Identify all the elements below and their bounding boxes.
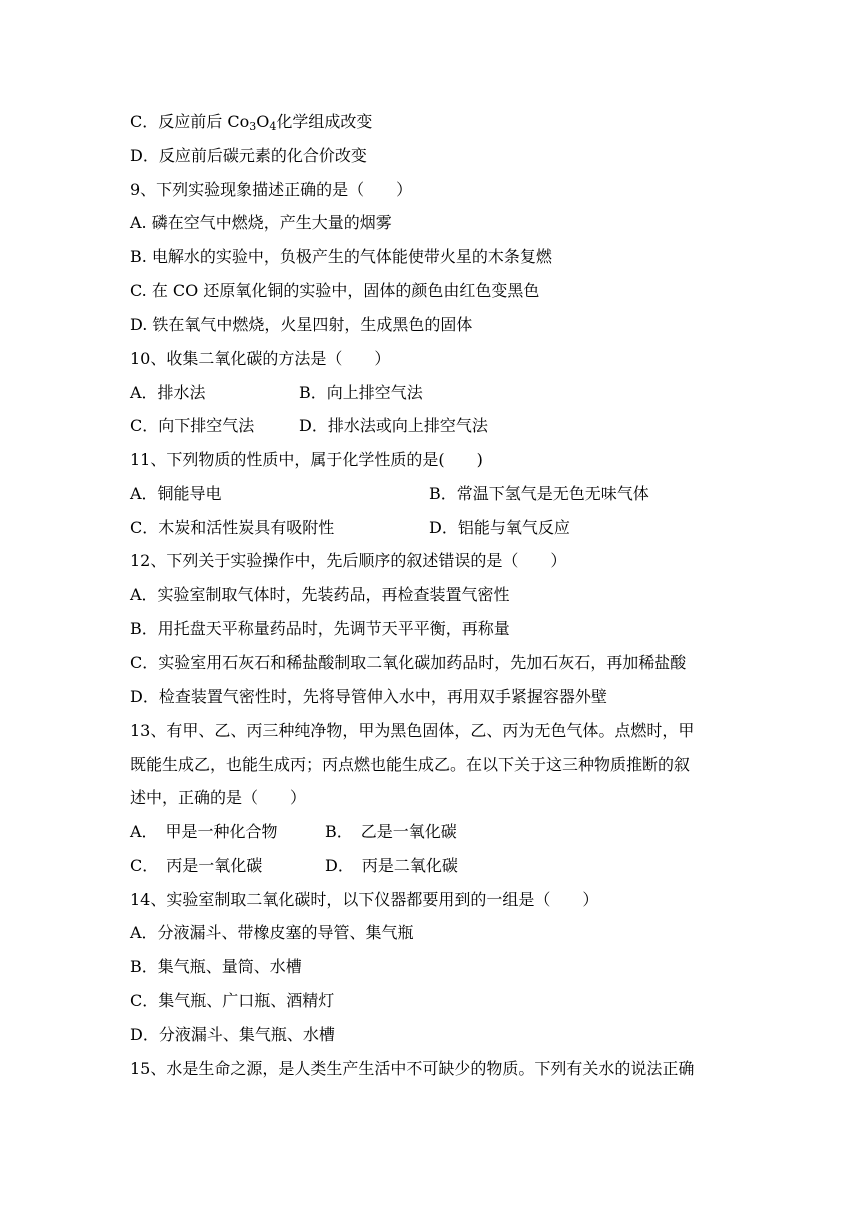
option-8c-text: 化学组成改变 bbox=[276, 112, 373, 131]
option-12b: B．用托盘天平称量药品时，先调节天平平衡，再称量 bbox=[130, 619, 510, 638]
option-8c-text: C．反应前后 Co bbox=[130, 112, 250, 131]
option-8c-text: O bbox=[256, 112, 270, 131]
subscript: 4 bbox=[269, 120, 277, 133]
option-12c: C．实验室用石灰石和稀盐酸制取二氧化碳加药品时，先加石灰石，再加稀盐酸 bbox=[130, 653, 687, 672]
option-8d: D．反应前后碳元素的化合价改变 bbox=[130, 146, 367, 165]
question-13-line1: 13、有甲、乙、丙三种纯净物，甲为黑色固体，乙、丙为无色气体。点燃时，甲 bbox=[130, 721, 695, 740]
option-9b: B. 电解水的实验中，负极产生的气体能使带火星的木条复燃 bbox=[130, 247, 552, 266]
option-14c: C．集气瓶、广口瓶、酒精灯 bbox=[130, 991, 335, 1010]
question-13-line3: 述中，正确的是（ ） bbox=[130, 788, 307, 807]
option-13d: D． 丙是二氧化碳 bbox=[325, 856, 458, 875]
question-11: 11、下列物质的性质中，属于化学性质的是( ) bbox=[130, 450, 483, 469]
option-10b: B．向上排空气法 bbox=[299, 383, 423, 402]
question-12: 12、下列关于实验操作中，先后顺序的叙述错误的是（ ） bbox=[130, 551, 567, 570]
option-8c bbox=[130, 112, 372, 132]
option-13a: A． 甲是一种化合物 bbox=[130, 822, 278, 841]
option-9c: C. 在 CO 还原氧化铜的实验中，固体的颜色由红色变黑色 bbox=[130, 281, 540, 300]
option-14a: A．分液漏斗、带橡皮塞的导管、集气瓶 bbox=[130, 923, 414, 942]
option-11c: C．木炭和活性炭具有吸附性 bbox=[130, 518, 335, 537]
option-9a: A. 磷在空气中燃烧，产生大量的烟雾 bbox=[130, 213, 392, 232]
option-14b: B．集气瓶、量筒、水槽 bbox=[130, 957, 302, 976]
question-15: 15、水是生命之源，是人类生产生活中不可缺少的物质。下列有关水的说法正确 bbox=[130, 1059, 695, 1078]
option-11d: D．铝能与氧气反应 bbox=[429, 518, 570, 537]
option-11a: A．铜能导电 bbox=[130, 484, 222, 503]
option-13b: B． 乙是一氧化碳 bbox=[325, 822, 457, 841]
option-10a: A．排水法 bbox=[130, 383, 206, 402]
option-12a: A．实验室制取气体时，先装药品，再检查装置气密性 bbox=[130, 585, 510, 604]
option-12d: D．检查装置气密性时，先将导管伸入水中，再用双手紧握容器外壁 bbox=[130, 687, 607, 706]
subscript: 3 bbox=[249, 120, 257, 133]
option-14d: D．分液漏斗、集气瓶、水槽 bbox=[130, 1025, 335, 1044]
question-13-line2: 既能生成乙，也能生成丙；丙点燃也能生成乙。在以下关于这三种物质推断的叙 bbox=[130, 755, 691, 774]
option-9d: D. 铁在氧气中燃烧，火星四射，生成黑色的固体 bbox=[130, 315, 473, 334]
question-9: 9、下列实验现象描述正确的是（ ） bbox=[130, 180, 413, 199]
question-10: 10、收集二氧化碳的方法是（ ） bbox=[130, 349, 391, 368]
option-10c: C．向下排空气法 bbox=[130, 416, 255, 435]
option-11b: B．常温下氢气是无色无味气体 bbox=[429, 484, 649, 503]
option-10d: D．排水法或向上排空气法 bbox=[299, 416, 488, 435]
question-14: 14、实验室制取二氧化碳时，以下仪器都要用到的一组是（ ） bbox=[130, 890, 599, 909]
option-13c: C． 丙是一氧化碳 bbox=[130, 856, 263, 875]
